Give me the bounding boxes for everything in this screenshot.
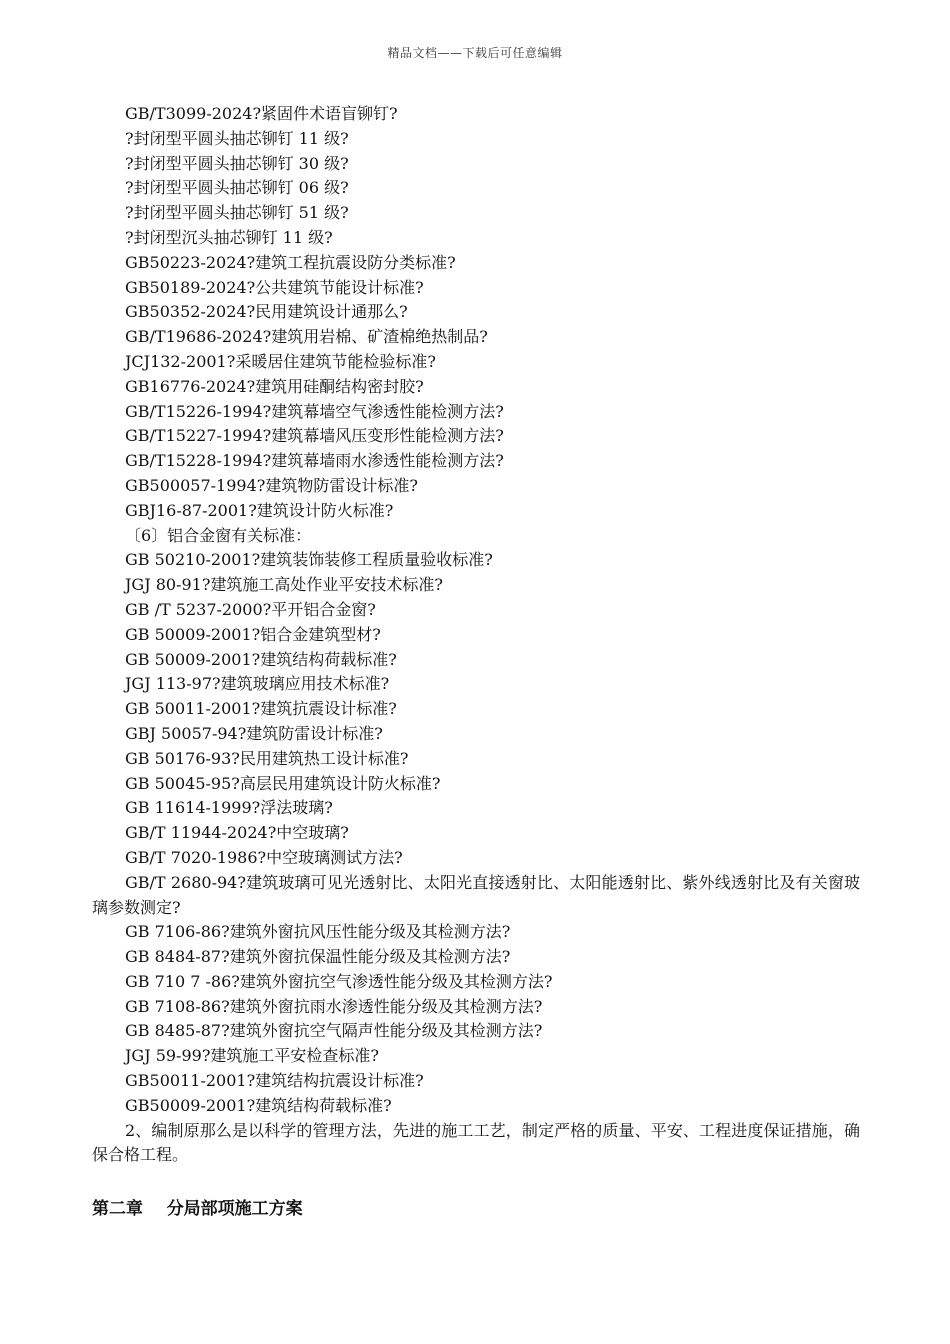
- standard-line: GB/T15227-1994?建筑幕墙风压变形性能检测方法?: [125, 426, 504, 446]
- standard-line: JCJ132-2001?采暖居住建筑节能检验标准?: [125, 351, 436, 371]
- standard-line: GB/T 7020-1986?中空玻璃测试方法?: [125, 847, 403, 867]
- standard-line: GB/T3099-2024?紧固件术语盲铆钉?: [125, 104, 398, 123]
- standard-line: GB16776-2024?建筑用硅酮结构密封胶?: [125, 376, 424, 396]
- standard-line: GB 50009-2001?建筑结构荷载标准?: [125, 649, 397, 669]
- chapter-title: 分局部项施工方案: [166, 1199, 303, 1219]
- paragraph-principles: 2、编制原那么是以科学的管理方法，先进的施工工艺，制定严格的质量、平安、工程进度保证措施，确保合格工程。: [92, 1120, 860, 1165]
- chapter-heading: [92, 1194, 303, 1219]
- standard-line: GB50352-2024?民用建筑设计通那么?: [125, 302, 408, 322]
- standard-line: 〔6〕铝合金窗有关标准：: [125, 525, 312, 545]
- standard-line: JGJ 59-99?建筑施工平安检查标准?: [125, 1046, 379, 1066]
- standard-line: ?封闭型平圆头抽芯铆钉 11 级?: [125, 128, 349, 148]
- standard-line: GBJ16-87-2001?建筑设计防火标准?: [125, 500, 394, 520]
- standard-line: GB 50176-93?民用建筑热工设计标准?: [125, 748, 409, 768]
- standard-line: GB/T19686-2024?建筑用岩棉、矿渣棉绝热制品?: [125, 327, 488, 347]
- standard-line: GB/T15226-1994?建筑幕墙空气渗透性能检测方法?: [125, 401, 504, 421]
- standard-line: GB 50009-2001?铝合金建筑型材?: [125, 624, 381, 644]
- standard-line: GB 50011-2001?建筑抗震设计标准?: [125, 699, 397, 719]
- standard-line: GB 8484-87?建筑外窗抗保温性能分级及其检测方法?: [125, 947, 511, 967]
- standard-line: GB50009-2001?建筑结构荷载标准?: [125, 1095, 392, 1115]
- document-body: [92, 102, 860, 1168]
- standard-line: ?封闭型平圆头抽芯铆钉 51 级?: [125, 203, 349, 223]
- standard-line: GB/T 11944-2024?中空玻璃?: [125, 823, 349, 843]
- standard-line: GB 710 7 -86?建筑外窗抗空气渗透性能分级及其检测方法?: [125, 971, 553, 991]
- standard-line: ?封闭型沉头抽芯铆钉 11 级?: [125, 227, 333, 247]
- standard-line: GB 11614-1999?浮法玻璃?: [125, 798, 333, 818]
- standard-line: GBJ 50057-94?建筑防雷设计标准?: [125, 723, 383, 743]
- standard-line: GB /T 5237-2000?平开铝合金窗?: [125, 599, 376, 619]
- chapter-number: 第二章: [92, 1199, 143, 1219]
- standard-line: JGJ 113-97?建筑玻璃应用技术标准?: [125, 674, 390, 694]
- standard-line: GB/T15228-1994?建筑幕墙雨水渗透性能检测方法?: [125, 451, 504, 471]
- page-header: 精品文档——下载后可任意编辑: [387, 46, 563, 60]
- standard-line: JGJ 80-91?建筑施工高处作业平安技术标准?: [125, 575, 443, 595]
- paragraph-gbt-2680: GB/T 2680-94?建筑玻璃可见光透射比、太阳光直接透射比、太阳能透射比、紫外线透射比及有关窗玻璃参数测定?: [92, 872, 860, 917]
- standard-line: GB500057-1994?建筑物防雷设计标准?: [125, 475, 418, 495]
- standard-line: ?封闭型平圆头抽芯铆钉 06 级?: [125, 178, 349, 198]
- standard-line: GB 7106-86?建筑外窗抗风压性能分级及其检测方法?: [125, 922, 511, 942]
- standard-line: GB50223-2024?建筑工程抗震设防分类标准?: [125, 252, 456, 272]
- standard-line: ?封闭型平圆头抽芯铆钉 30 级?: [125, 153, 349, 173]
- standard-line: GB 7108-86?建筑外窗抗雨水渗透性能分级及其检测方法?: [125, 996, 543, 1016]
- standard-line: GB50189-2024?公共建筑节能设计标准?: [125, 277, 424, 297]
- standard-line: GB 8485-87?建筑外窗抗空气隔声性能分级及其检测方法?: [125, 1021, 543, 1041]
- standards-list-a: [92, 102, 860, 871]
- standards-list-b: [92, 920, 860, 1118]
- standard-line: GB 50210-2001?建筑装饰装修工程质量验收标准?: [125, 550, 493, 570]
- standard-line: GB50011-2001?建筑结构抗震设计标准?: [125, 1071, 424, 1091]
- standard-line: GB 50045-95?高层民用建筑设计防火标准?: [125, 773, 441, 793]
